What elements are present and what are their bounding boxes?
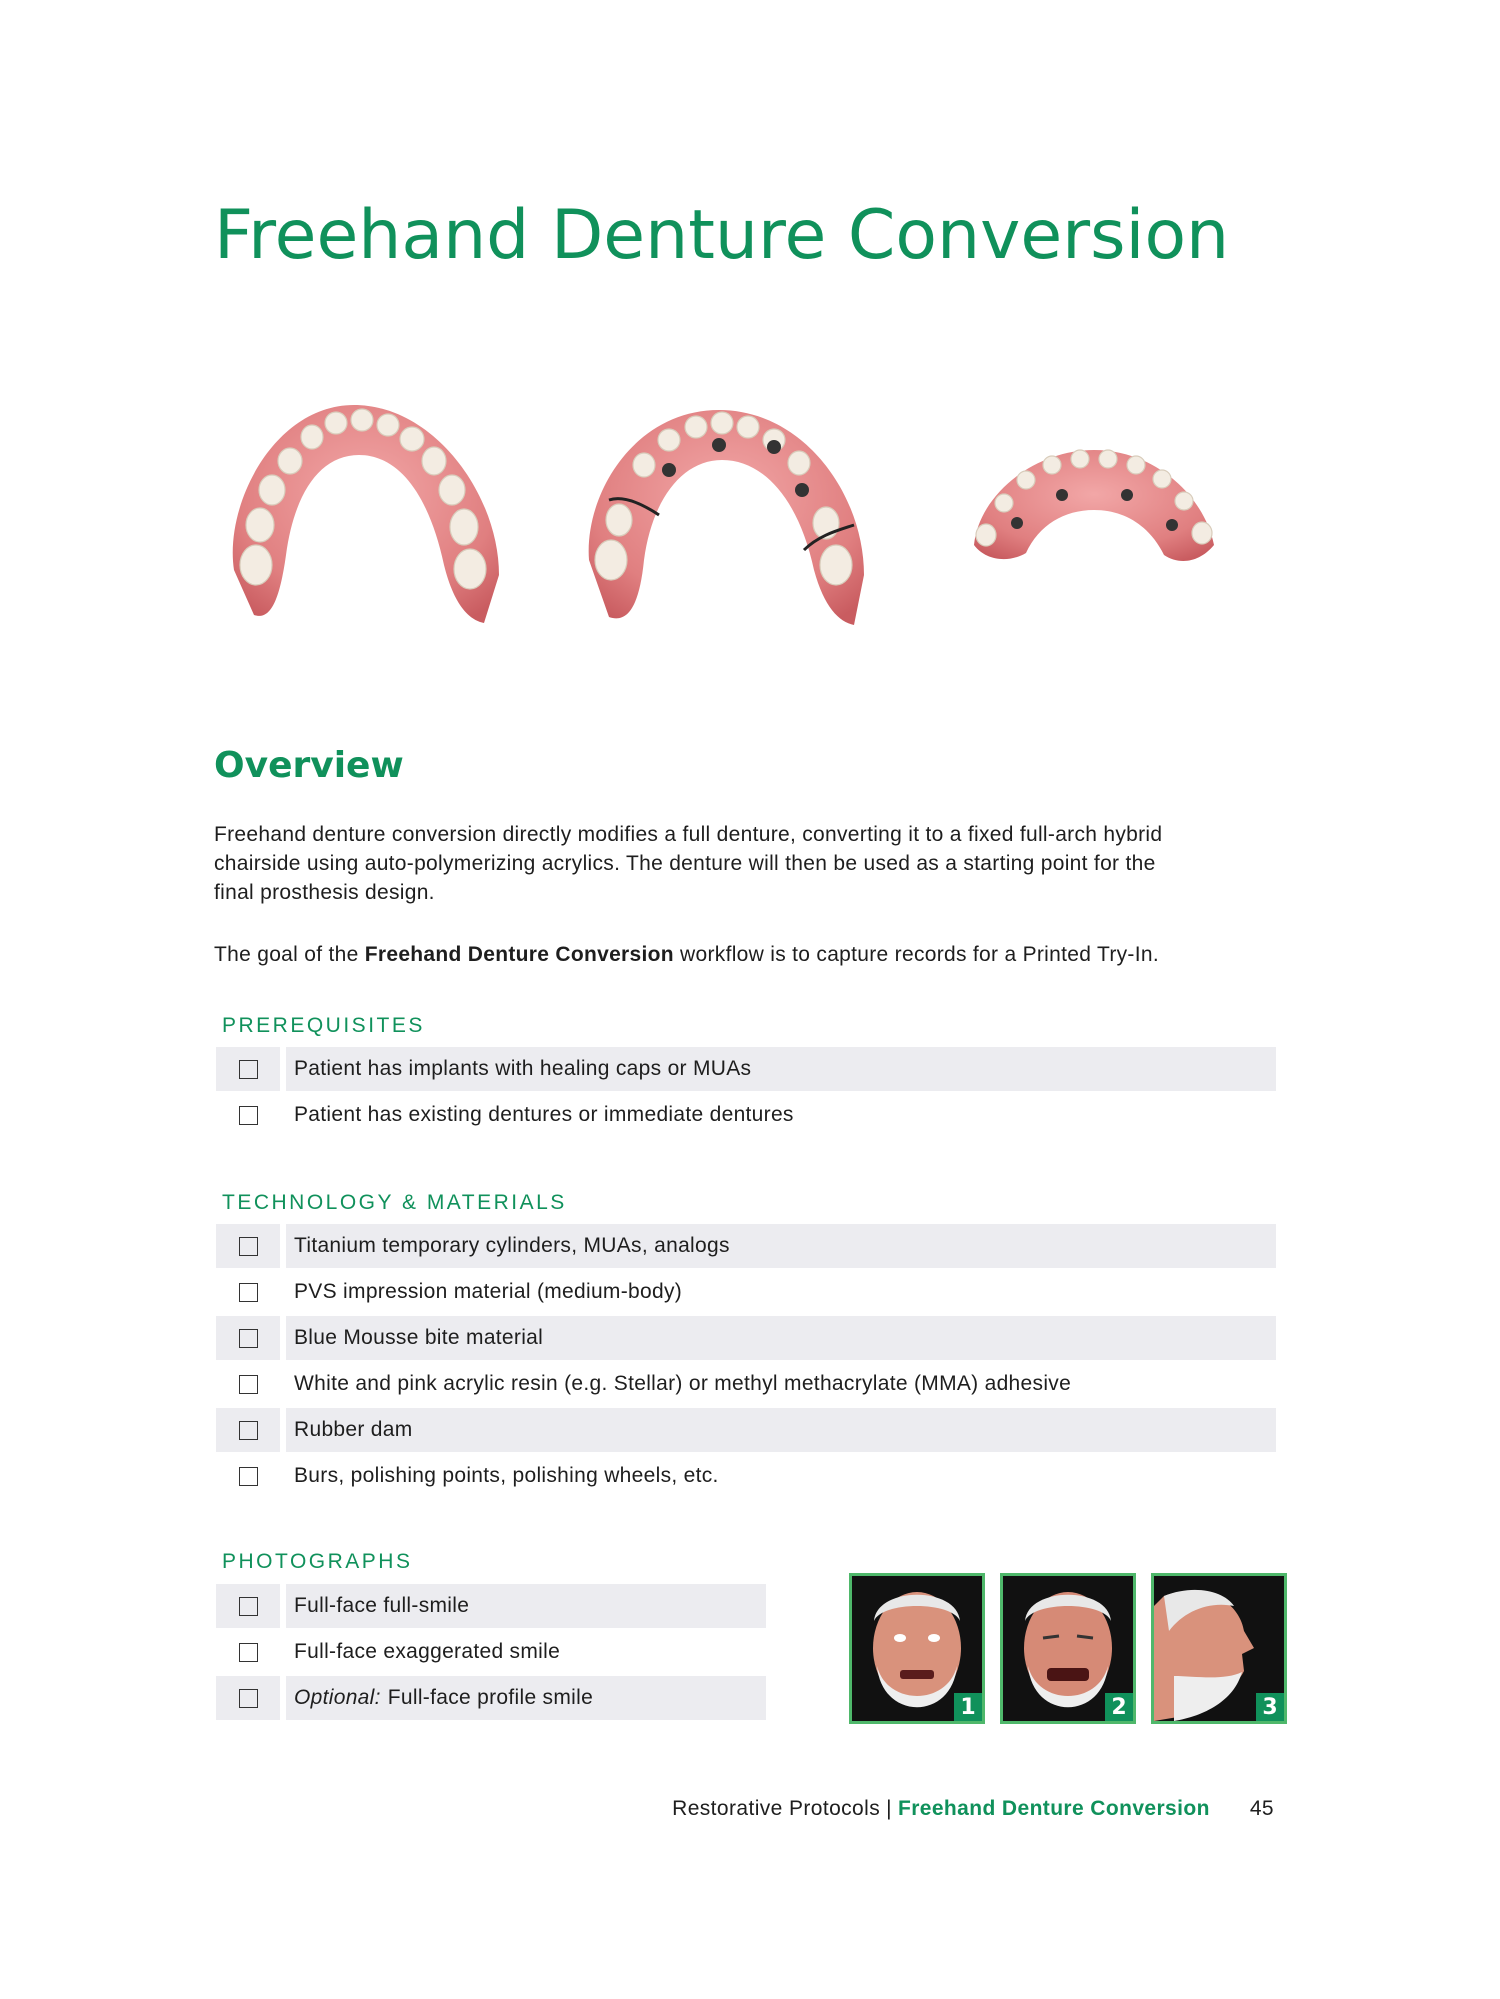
checklist-row[interactable] (216, 1316, 1276, 1360)
technology-checklist (216, 1224, 1276, 1500)
checklist-item-text: Blue Mousse bite material (286, 1316, 1276, 1360)
reference-photo-full-smile (849, 1573, 985, 1724)
checklist-row[interactable] (216, 1362, 1276, 1406)
full-denture-image (233, 405, 499, 623)
checkbox[interactable] (239, 1643, 258, 1662)
converted-hybrid-image (974, 450, 1214, 561)
checklist-item-text: Full-face exaggerated smile (294, 1640, 561, 1663)
reference-photos (849, 1573, 1287, 1724)
prerequisites-checklist (216, 1047, 1276, 1139)
footer-section: Restorative Protocols (672, 1797, 881, 1820)
checklist-row[interactable] (216, 1270, 1276, 1314)
reference-photo-exaggerated-smile (1000, 1573, 1136, 1724)
page-title: Freehand Denture Conversion (214, 196, 1230, 275)
footer-title: Freehand Denture Conversion (897, 1797, 1210, 1820)
checkbox[interactable] (239, 1421, 258, 1440)
checkbox[interactable] (239, 1237, 258, 1256)
overview-line: Freehand denture conversion directly modifies a full denture, converting it to a fixed full-arch hybrid (214, 823, 1163, 846)
checklist-row[interactable] (216, 1224, 1276, 1268)
checklist-row[interactable] (216, 1584, 766, 1628)
checklist-row[interactable] (216, 1047, 1276, 1091)
checklist-item-text: White and pink acrylic resin (e.g. Stellar) or methyl methacrylate (MMA) adhesive (294, 1372, 1072, 1395)
checklist-item-text: Patient has existing dentures or immediate dentures (294, 1103, 794, 1126)
checkbox[interactable] (239, 1689, 258, 1708)
checklist-item-text: Burs, polishing points, polishing wheels, etc. (294, 1464, 719, 1487)
checklist-item-text: Titanium temporary cylinders, MUAs, analogs (286, 1224, 1276, 1268)
modified-denture-image (589, 410, 864, 625)
checklist-item-text: Full-face full-smile (286, 1584, 766, 1628)
overview-line: final prosthesis design. (214, 881, 435, 904)
photo-number: 2 (1105, 1693, 1133, 1721)
optional-prefix: Optional: (294, 1686, 381, 1709)
denture-images (214, 385, 1294, 645)
photographs-checklist (216, 1584, 766, 1722)
photo-number: 3 (1256, 1693, 1284, 1721)
checklist-row[interactable] (216, 1630, 766, 1674)
checklist-row[interactable] (216, 1676, 766, 1720)
checkbox[interactable] (239, 1375, 258, 1394)
footer-separator: | (886, 1797, 892, 1820)
goal-text-pre: The goal of the (214, 943, 365, 966)
prerequisites-label: PREREQUISITES (222, 1014, 425, 1037)
checkbox[interactable] (239, 1060, 258, 1079)
page-footer (672, 1797, 1274, 1821)
checklist-item-text (286, 1676, 766, 1720)
checkbox[interactable] (239, 1283, 258, 1302)
technology-materials-label: TECHNOLOGY & MATERIALS (222, 1191, 567, 1214)
overview-paragraph (214, 820, 1294, 907)
checklist-item-text: Patient has implants with healing caps or MUAs (286, 1047, 1276, 1091)
checkbox[interactable] (239, 1329, 258, 1348)
goal-paragraph (214, 940, 1294, 969)
checklist-item-text: PVS impression material (medium-body) (294, 1280, 683, 1303)
checklist-row[interactable] (216, 1093, 1276, 1137)
reference-photo-profile-smile (1151, 1573, 1287, 1724)
checklist-row[interactable] (216, 1454, 1276, 1498)
checkbox[interactable] (239, 1467, 258, 1486)
checklist-row[interactable] (216, 1408, 1276, 1452)
page-number: 45 (1249, 1797, 1274, 1820)
overview-heading: Overview (214, 745, 404, 786)
goal-workflow-name: Freehand Denture Conversion (364, 943, 674, 966)
checkbox[interactable] (239, 1597, 258, 1616)
goal-text-post: workflow is to capture records for a Printed Try-In. (673, 943, 1159, 966)
overview-line: chairside using auto-polymerizing acrylics. The denture will then be used as a starting point for the (214, 852, 1156, 875)
optional-item-text: Full-face profile smile (387, 1686, 594, 1709)
photographs-label: PHOTOGRAPHS (222, 1550, 413, 1573)
checkbox[interactable] (239, 1106, 258, 1125)
photo-number: 1 (954, 1693, 982, 1721)
checklist-item-text: Rubber dam (286, 1408, 1276, 1452)
